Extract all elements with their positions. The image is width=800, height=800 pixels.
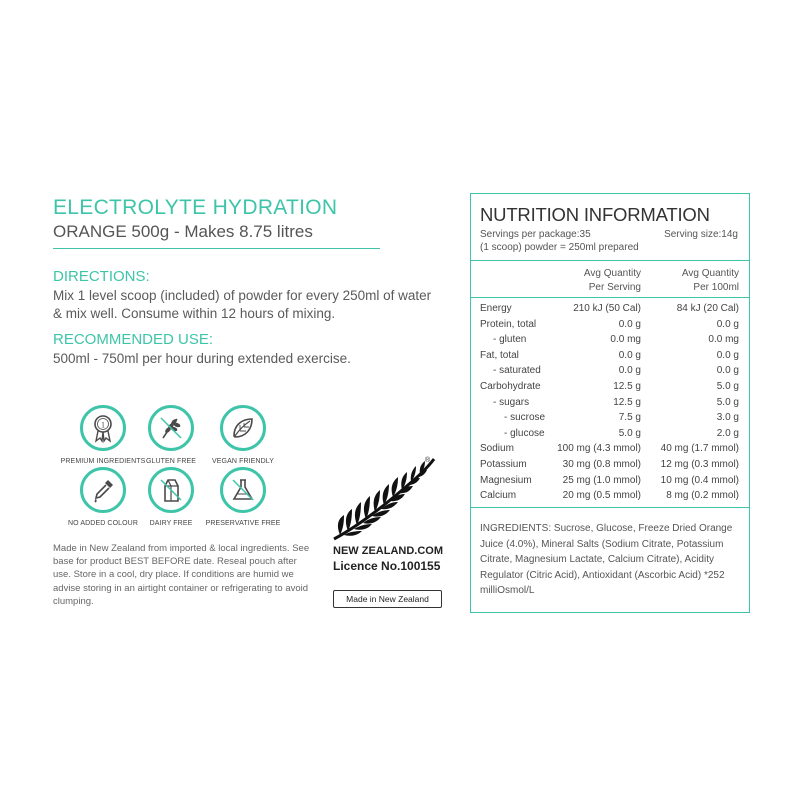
nz-licence-number: Licence No.100155 <box>333 559 441 573</box>
recommended-heading: RECOMMENDED USE: <box>53 331 214 348</box>
table-row: Magnesium 25 mg (1.0 mmol) 10 mg (0.4 mmol) <box>480 474 739 486</box>
product-subtitle: ORANGE 500g - Makes 8.75 litres <box>53 222 313 241</box>
feature-label: GLUTEN FREE <box>145 458 197 465</box>
fern-logo <box>330 455 445 548</box>
nutrition-title: NUTRITION INFORMATION <box>480 204 710 225</box>
svg-text:1: 1 <box>101 420 105 430</box>
panel-divider <box>471 260 749 261</box>
registered-mark: ® <box>425 457 431 464</box>
table-row: Fat, total 0.0 g 0.0 g <box>480 349 739 361</box>
servings-per-package: Servings per package:35 <box>480 229 591 240</box>
table-row: Sodium 100 mg (4.3 mmol) 40 mg (1.7 mmol) <box>480 443 739 455</box>
nutrition-panel <box>470 193 750 613</box>
table-row: - glucose 5.0 g 2.0 g <box>504 427 739 439</box>
table-row: - sugars 12.5 g 5.0 g <box>493 396 739 408</box>
table-row: - sucrose 7.5 g 3.0 g <box>504 412 739 424</box>
table-row: Energy 210 kJ (50 Cal) 84 kJ (20 Cal) <box>480 303 739 314</box>
feature-label: VEGAN FRIENDLY <box>212 458 274 465</box>
panel-divider <box>471 507 749 508</box>
serving-size: Serving size:14g <box>664 229 738 240</box>
column-header-per-serving: Avg Quantity Per Serving <box>583 268 641 293</box>
feature-label: DAIRY FREE <box>149 520 193 527</box>
feature-label: PRESERVATIVE FREE <box>205 520 281 527</box>
table-row: Calcium 20 mg (0.5 mmol) 8 mg (0.2 mmol) <box>480 490 739 502</box>
column-header-per-100ml: Avg Quantity Per 100ml <box>681 268 739 293</box>
directions-text: Mix 1 level scoop (included) of powder for every 250ml of water & mix well. Consume within 12 hours of mixing. <box>53 288 432 321</box>
preparation-note: (1 scoop) powder = 250ml prepared <box>480 242 639 253</box>
servings-line <box>480 229 738 240</box>
table-row: - saturated 0.0 g 0.0 g <box>493 365 739 377</box>
storage-notice: Made in New Zealand from imported & local ingredients. See base for product BEST BEFORE date. Reseal pouch after use. Store in a cool, dry place. If conditions are humid we advise storing in an airtight container or refrigerating to avoid clumping. <box>53 543 310 607</box>
feature-label: PREMIUM INGREDIENTS <box>60 458 146 465</box>
table-row: Protein, total 0.0 g 0.0 g <box>480 318 739 330</box>
table-row: - gluten 0.0 mg 0.0 mg <box>493 334 739 346</box>
feature-label: NO ADDED COLOUR <box>68 520 138 527</box>
feature-vegan-friendly <box>188 405 298 465</box>
nz-brand-name: NEW ZEALAND.COM <box>333 545 443 557</box>
nutrition-table <box>471 303 749 506</box>
panel-divider <box>471 297 749 298</box>
table-row: Potassium 30 mg (0.8 mmol) 12 mg (0.3 mmol) <box>480 458 739 470</box>
product-title: ELECTROLYTE HYDRATION <box>53 196 338 219</box>
table-row: Carbohydrate 12.5 g 5.0 g <box>480 380 739 392</box>
flask-icon <box>220 467 266 513</box>
title-divider <box>53 248 380 249</box>
leaf-icon <box>220 405 266 451</box>
ingredients-list: INGREDIENTS: Sucrose, Glucose, Freeze Dried Orange Juice (4.0%), Mineral Salts (Sodium Citrate, Potassium Citrate, Magnesium Lactate, Calcium Citrate), Acidity Regulator (Citric Acid), Antioxidant (Ascorbic Acid) *252 milliOsmol/L <box>480 523 733 596</box>
directions-heading: DIRECTIONS: <box>53 268 150 285</box>
recommended-text: 500ml - 750ml per hour during extended exercise. <box>53 351 351 366</box>
made-in-nz-badge: Made in New Zealand <box>333 590 442 608</box>
feature-preservative-free <box>188 467 298 527</box>
